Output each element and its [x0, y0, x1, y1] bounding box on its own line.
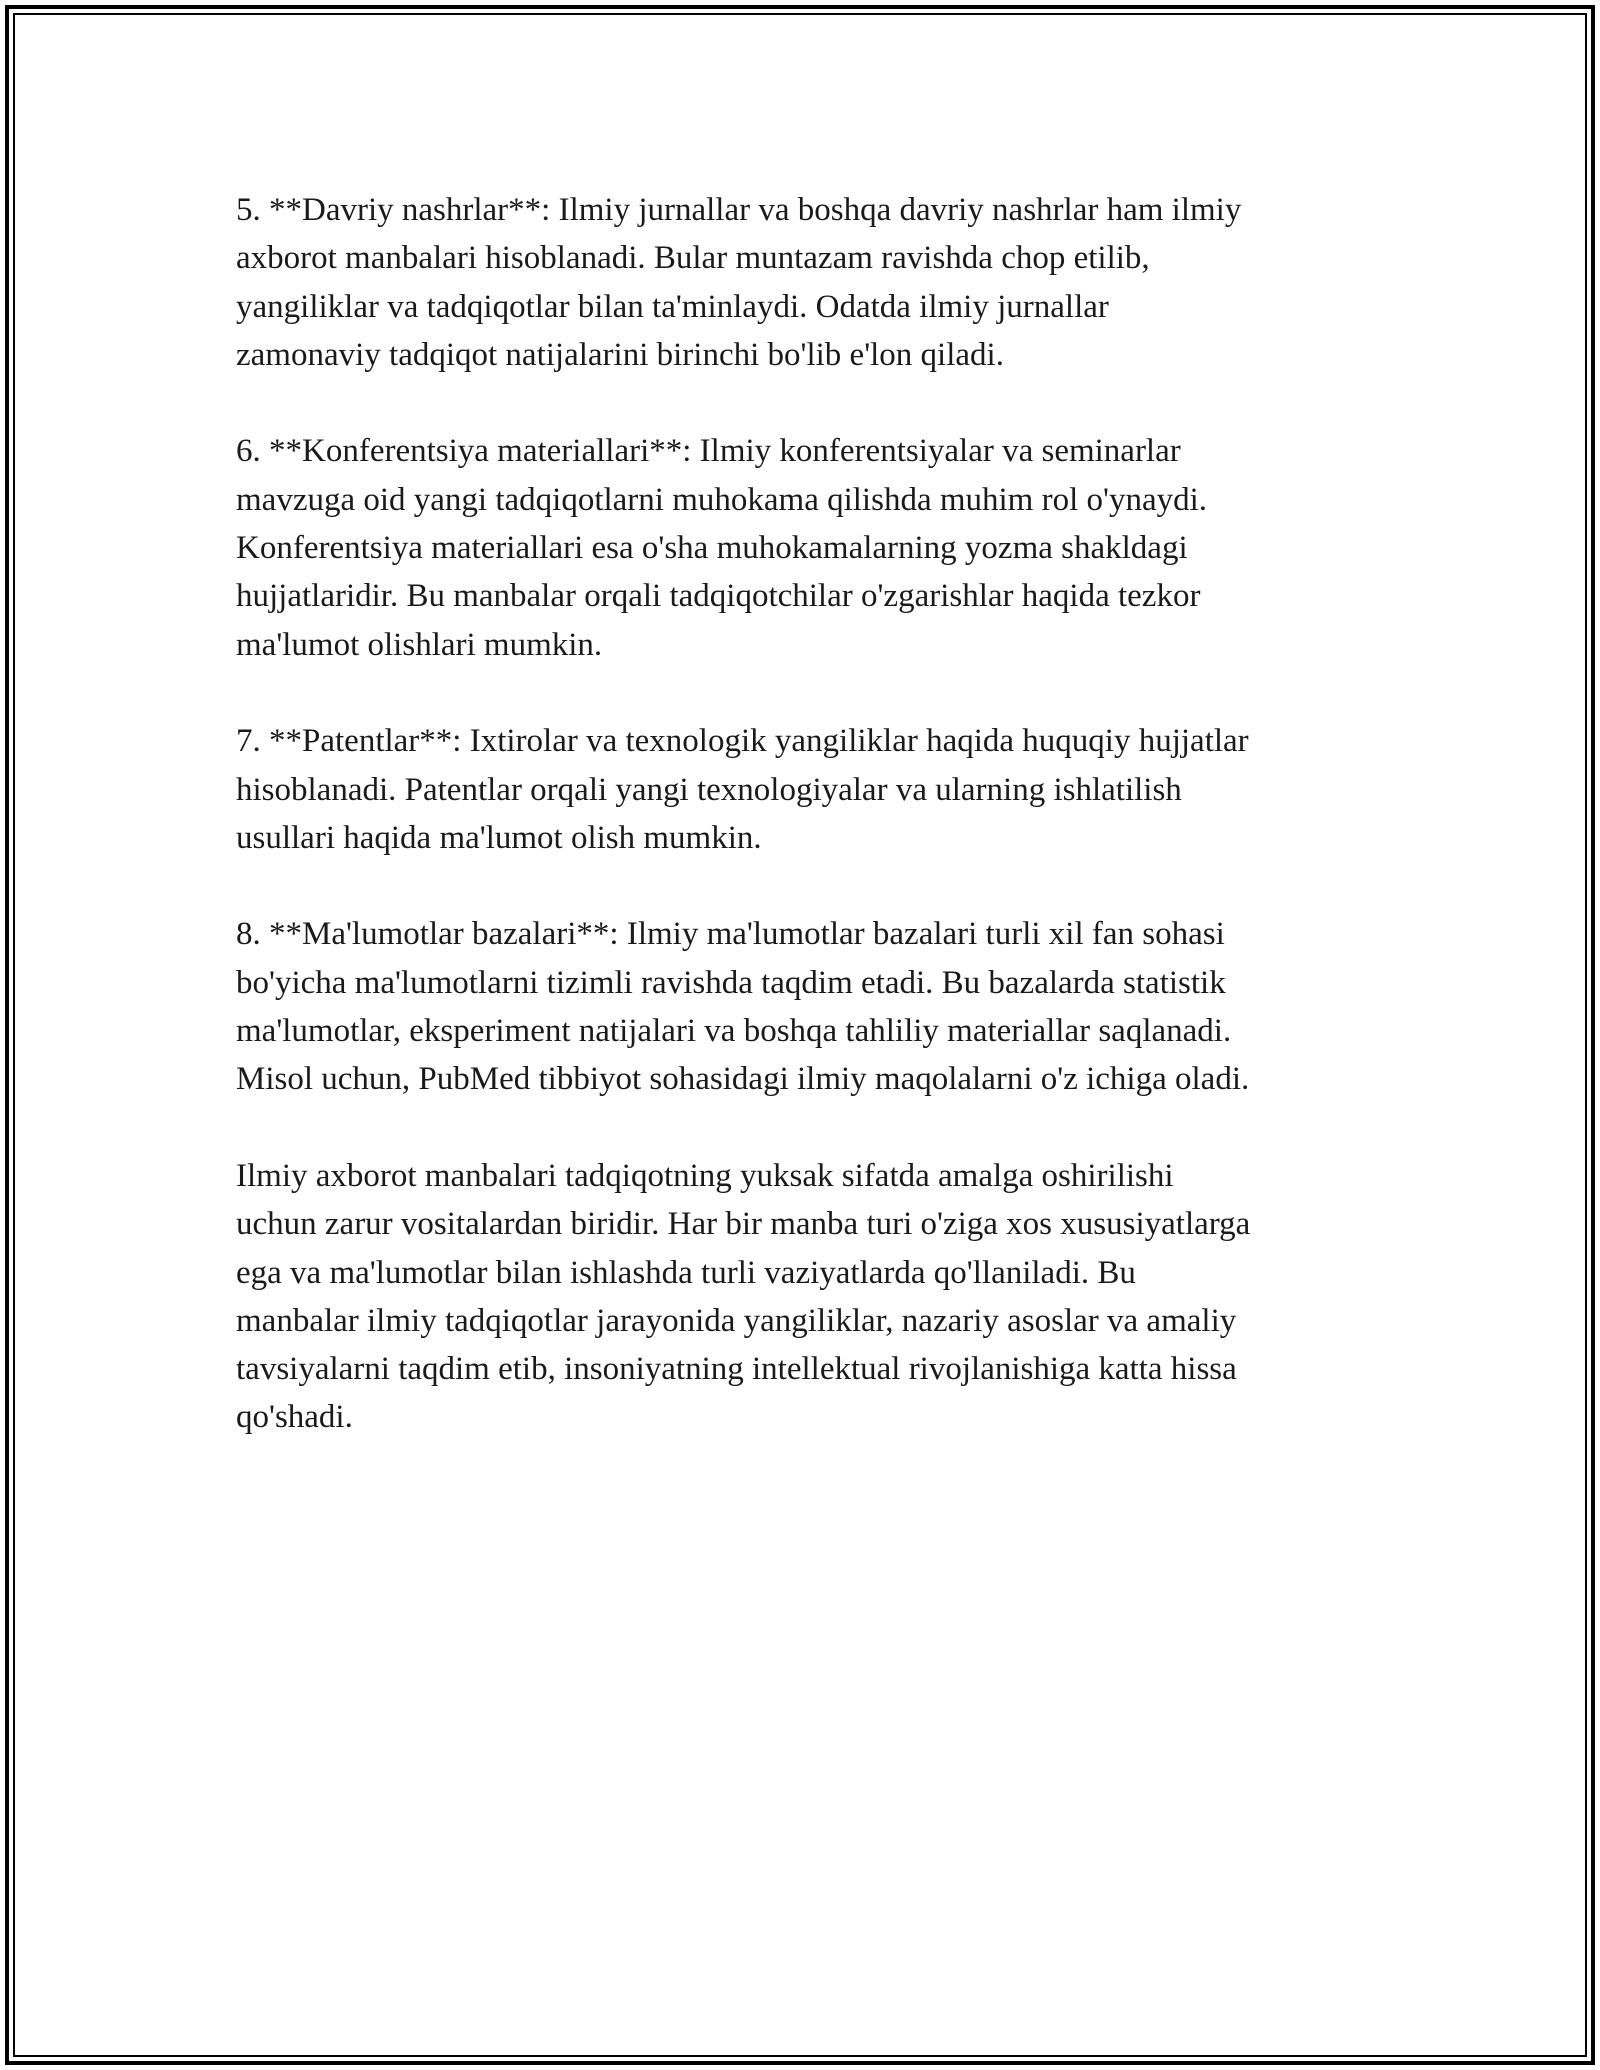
text-line: manbalar ilmiy tadqiqotlar jarayonida yangiliklar, nazariy asoslar va amaliy [236, 1302, 1237, 1339]
text-line: usullari haqida ma'lumot olish mumkin. [236, 819, 762, 856]
paragraph-konferentsiya-materiallari [236, 427, 1376, 668]
text-line: uchun zarur vositalardan biridir. Har bir manba turi o'ziga xos xususiyatlarga [236, 1206, 1251, 1243]
text-line: Misol uchun, PubMed tibbiyot sohasidagi ilmiy maqolalarni o'z ichiga oladi. [236, 1061, 1250, 1098]
text-line: zamonaviy tadqiqot natijalarini birinchi bo'lib e'lon qiladi. [236, 336, 1004, 373]
paragraph-patentlar [236, 717, 1376, 862]
text-line: tavsiyalarni taqdim etib, insoniyatning intellektual rivojlanishiga katta hissa [236, 1351, 1237, 1388]
text-line: yangiliklar va tadqiqotlar bilan ta'minlaydi. Odatda ilmiy jurnallar [236, 288, 1109, 325]
document-body [236, 186, 1376, 1490]
text-line: mavzuga oid yangi tadqiqotlarni muhokama qilishda muhim rol o'ynaydi. [236, 481, 1208, 518]
text-line: ma'lumot olishlari mumkin. [236, 626, 603, 663]
text-line: 5. **Davriy nashrlar**: Ilmiy jurnallar va boshqa davriy nashrlar ham ilmiy [236, 192, 1242, 228]
text-line: hisoblanadi. Patentlar orqali yangi texnologiyalar va ularning ishlatilish [236, 771, 1182, 808]
paragraph-conclusion [236, 1152, 1376, 1442]
text-line: axborot manbalari hisoblanadi. Bular muntazam ravishda chop etilib, [236, 240, 1150, 277]
text-line: 8. **Ma'lumotlar bazalari**: Ilmiy ma'lumotlar bazalari turli xil fan sohasi [236, 916, 1225, 953]
text-line: hujjatlaridir. Bu manbalar orqali tadqiqotchilar o'zgarishlar haqida tezkor [236, 578, 1201, 615]
text-line: qo'shadi. [236, 1399, 353, 1436]
text-line: 7. **Patentlar**: Ixtirolar va texnologik yangiliklar haqida huquqiy hujjatlar [236, 723, 1249, 760]
text-line: bo'yicha ma'lumotlarni tizimli ravishda taqdim etadi. Bu bazalarda statistik [236, 964, 1226, 1001]
text-line: ega va ma'lumotlar bilan ishlashda turli vaziyatlarda qo'llaniladi. Bu [236, 1254, 1136, 1291]
paragraph-malumotlar-bazalari [236, 910, 1376, 1103]
text-line: 6. **Konferentsiya materiallari**: Ilmiy konferentsiyalar va seminarlar [236, 433, 1181, 470]
text-line: ma'lumotlar, eksperiment natijalari va boshqa tahliliy materiallar saqlanadi. [236, 1013, 1232, 1050]
text-line: Ilmiy axborot manbalari tadqiqotning yuksak sifatda amalga oshirilishi [236, 1157, 1174, 1194]
text-line: Konferentsiya materiallari esa o'sha muhokamalarning yozma shakldagi [236, 530, 1188, 567]
paragraph-davriy-nashrlar [236, 186, 1376, 379]
